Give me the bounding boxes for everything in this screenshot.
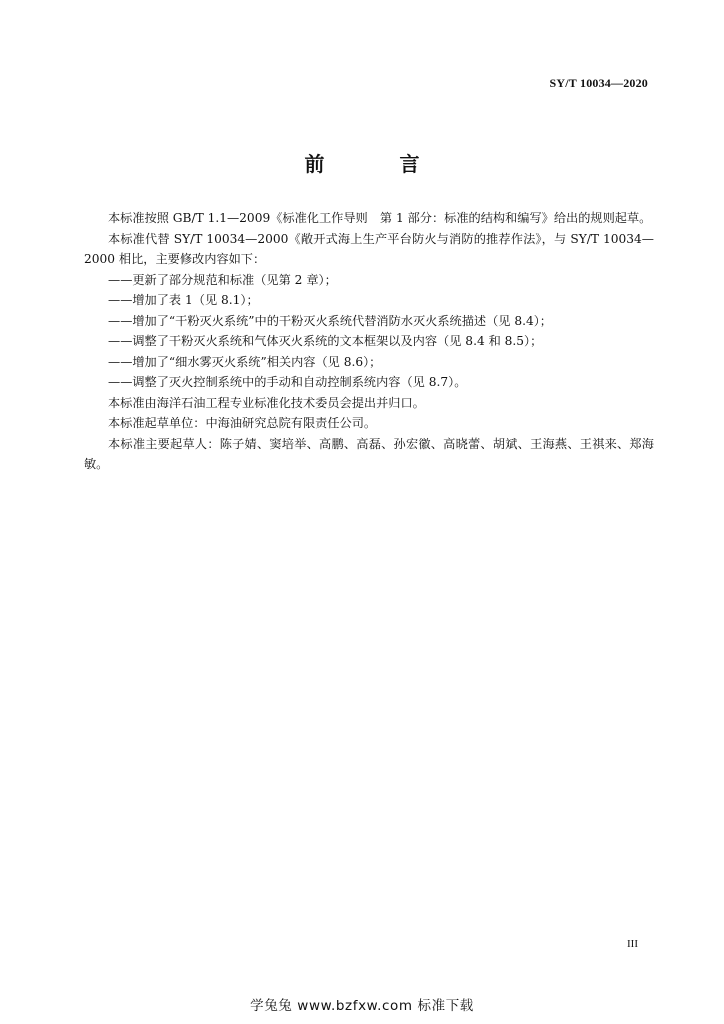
paragraph-drafting-rules: 本标准按照 GB/T 1.1—2009《标准化工作导则 第 1 部分：标准的结构和编写》给出的规则起草。 <box>108 211 652 225</box>
change-item: ——增加了“细水雾灭火系统”相关内容（见 8.6）； <box>108 354 382 369</box>
paragraph-drafting-unit: 本标准起草单位：中海油研究总院有限责任公司。 <box>108 416 377 430</box>
paragraph-replacement: 本标准代替 SY/T 10034—2000《敞开式海上生产平台防火与消防的推荐作法》，与 SY/T 10034—2000 相比，主要修改内容如下： <box>84 231 654 266</box>
paragraph-proposer: 本标准由海洋石油工程专业标准化技术委员会提出并归口。 <box>108 395 425 410</box>
change-item: ——更新了部分规范和标准（见第 2 章）； <box>108 272 337 287</box>
paragraph-drafters: 本标准主要起草人：陈子婧、窦培举、高鹏、高磊、孙宏徽、高晓蕾、胡斌、王海燕、王祺来、郑海敏。 <box>84 436 654 471</box>
change-item: ——调整了干粉灭火系统和气体灭火系统的文本框架以及内容（见 8.4 和 8.5）； <box>108 334 543 348</box>
page-title: 前 言 <box>304 152 454 176</box>
change-item: ——增加了“干粉灭火系统”中的干粉灭火系统代替消防水灭火系统描述（见 8.4）； <box>108 313 552 328</box>
standard-code: SY/T 10034—2020 <box>549 76 648 90</box>
footer-watermark: 学兔兔 www.bzfxw.com 标准下载 <box>250 998 474 1014</box>
change-item: ——调整了灭火控制系统中的手动和自动控制系统内容（见 8.7）。 <box>108 375 467 389</box>
page-number: III <box>627 938 638 950</box>
change-item: ——增加了表 1（见 8.1）； <box>108 293 259 307</box>
body-text <box>84 208 654 475</box>
